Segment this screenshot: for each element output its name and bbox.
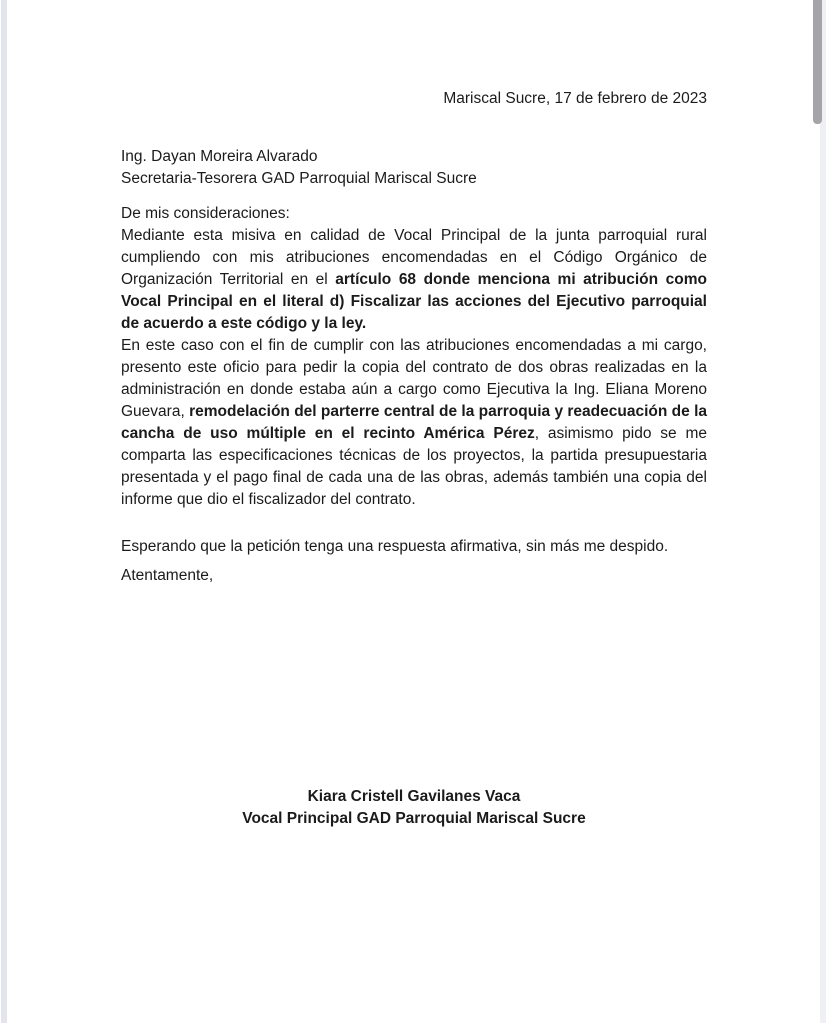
letter-page xyxy=(121,0,707,830)
recipient-name: Ing. Dayan Moreira Alvarado xyxy=(121,148,318,165)
recipient-block xyxy=(121,146,707,190)
signature-block xyxy=(121,786,707,830)
signature-name: Kiara Cristell Gavilanes Vaca xyxy=(307,788,521,805)
closing-line: Esperando que la petición tenga una respuesta afirmativa, sin más me despido. xyxy=(121,538,669,555)
date-line: Mariscal Sucre, 17 de febrero de 2023 xyxy=(443,90,707,107)
page-left-edge xyxy=(1,0,7,1023)
scrollbar-track[interactable] xyxy=(820,0,826,1023)
body-paragraph-2: En este caso con el fin de cumplir con las atribuciones encomendadas a mi cargo, presento este oficio para pedir la copia del contrato de dos obras realizadas en la administración en donde estaba aún a cargo como Ejecutiva la Ing. Eliana Moreno Guevara, remodelación del parterre central de la parroquia y readecuación de la cancha de uso múltiple en el recinto América Pérez, asimismo pido se me comparta las especificaciones técnicas de los proyectos, la partida presupuestaria presentada y el pago final de cada una de las obras, además también una copia del informe que dio el fiscalizador del contrato. xyxy=(121,337,707,508)
body-paragraph-1: Mediante esta misiva en calidad de Vocal Principal de la junta parroquial rural cumpliendo con mis atribuciones encomendadas en el Código Orgánico de Organización Territorial en el artículo 68 donde menciona mi atribución como Vocal Principal en el literal d) Fiscalizar las acciones del Ejecutivo parroquial de acuerdo a este código y la ley. xyxy=(121,227,707,332)
salutation: De mis consideraciones: xyxy=(121,205,290,222)
signature-title: Vocal Principal GAD Parroquial Mariscal Sucre xyxy=(242,810,586,827)
valediction: Atentamente, xyxy=(121,567,214,584)
scrollbar-thumb[interactable] xyxy=(813,0,822,124)
recipient-title: Secretaria-Tesorera GAD Parroquial Mariscal Sucre xyxy=(121,170,477,187)
